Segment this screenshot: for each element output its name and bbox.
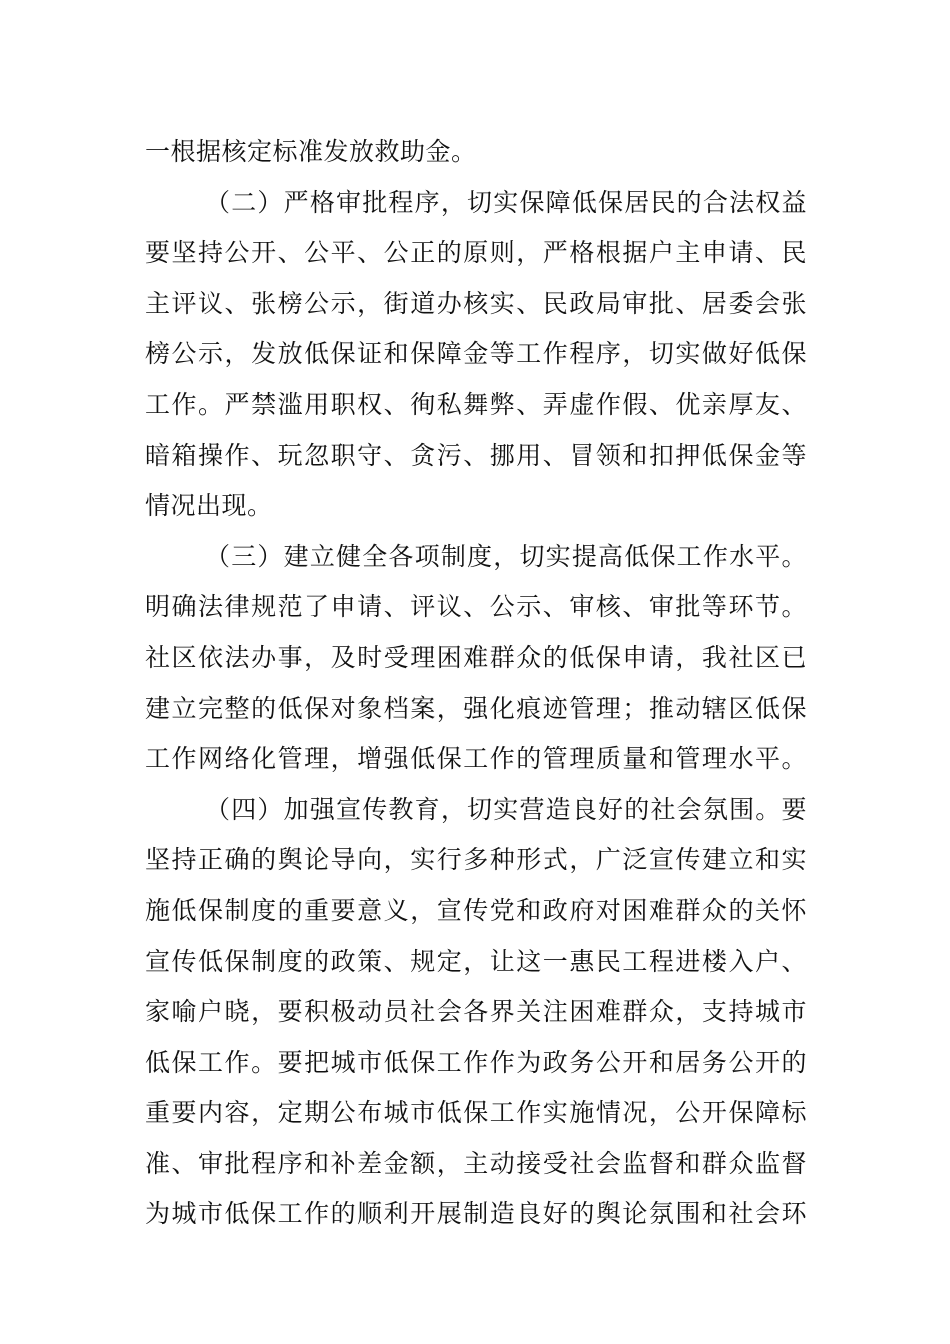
document-body: [145, 127, 807, 1240]
text-line: 工作网络化管理，增强低保工作的管理质量和管理水平。: [145, 744, 807, 774]
text-line: 明确法律规范了申请、评议、公示、审核、审批等环节。: [145, 592, 807, 622]
text-line: 工作。严禁滥用职权、徇私舞弊、弄虚作假、优亲厚友、: [145, 389, 807, 419]
text-line: 为城市低保工作的顺利开展制造良好的舆论氛围和社会环: [145, 1199, 807, 1229]
text-line: 宣传低保制度的政策、规定，让这一惠民工程进楼入户、: [145, 946, 807, 976]
paragraph-heading-4: （四）加强宣传教育，切实营造良好的社会氛围。要: [205, 794, 807, 824]
text-line: 坚持正确的舆论导向，实行多种形式，广泛宣传建立和实: [145, 845, 807, 875]
paragraph-heading-2: （二）严格审批程序，切实保障低保居民的合法权益: [205, 187, 807, 217]
text-line: 一根据核定标准发放救助金。: [145, 137, 477, 166]
text-line: 家喻户晓，要积极动员社会各界关注困难群众，支持城市: [145, 997, 807, 1027]
text-line: 低保工作。要把城市低保工作作为政务公开和居务公开的: [145, 1047, 807, 1077]
text-line: 准、审批程序和补差金额，主动接受社会监督和群众监督: [145, 1148, 807, 1178]
text-line: 主评议、张榜公示，街道办核实、民政局审批、居委会张: [145, 288, 807, 318]
text-line: 建立完整的低保对象档案，强化痕迹管理；推动辖区低保: [145, 693, 807, 723]
text-line: 施低保制度的重要意义，宣传党和政府对困难群众的关怀: [145, 895, 807, 925]
paragraph-heading-3: （三）建立健全各项制度，切实提高低保工作水平。: [205, 541, 807, 571]
text-line: 要坚持公开、公平、公正的原则，严格根据户主申请、民: [145, 238, 807, 268]
text-line: 情况出现。: [145, 491, 273, 521]
text-line: 暗箱操作、玩忽职守、贪污、挪用、冒领和扣押低保金等: [145, 440, 807, 470]
text-line: 重要内容，定期公布城市低保工作实施情况，公开保障标: [145, 1098, 807, 1128]
text-line: 榜公示，发放低保证和保障金等工作程序，切实做好低保: [145, 339, 807, 369]
text-line: 社区依法办事，及时受理困难群众的低保申请，我社区已: [145, 642, 807, 672]
